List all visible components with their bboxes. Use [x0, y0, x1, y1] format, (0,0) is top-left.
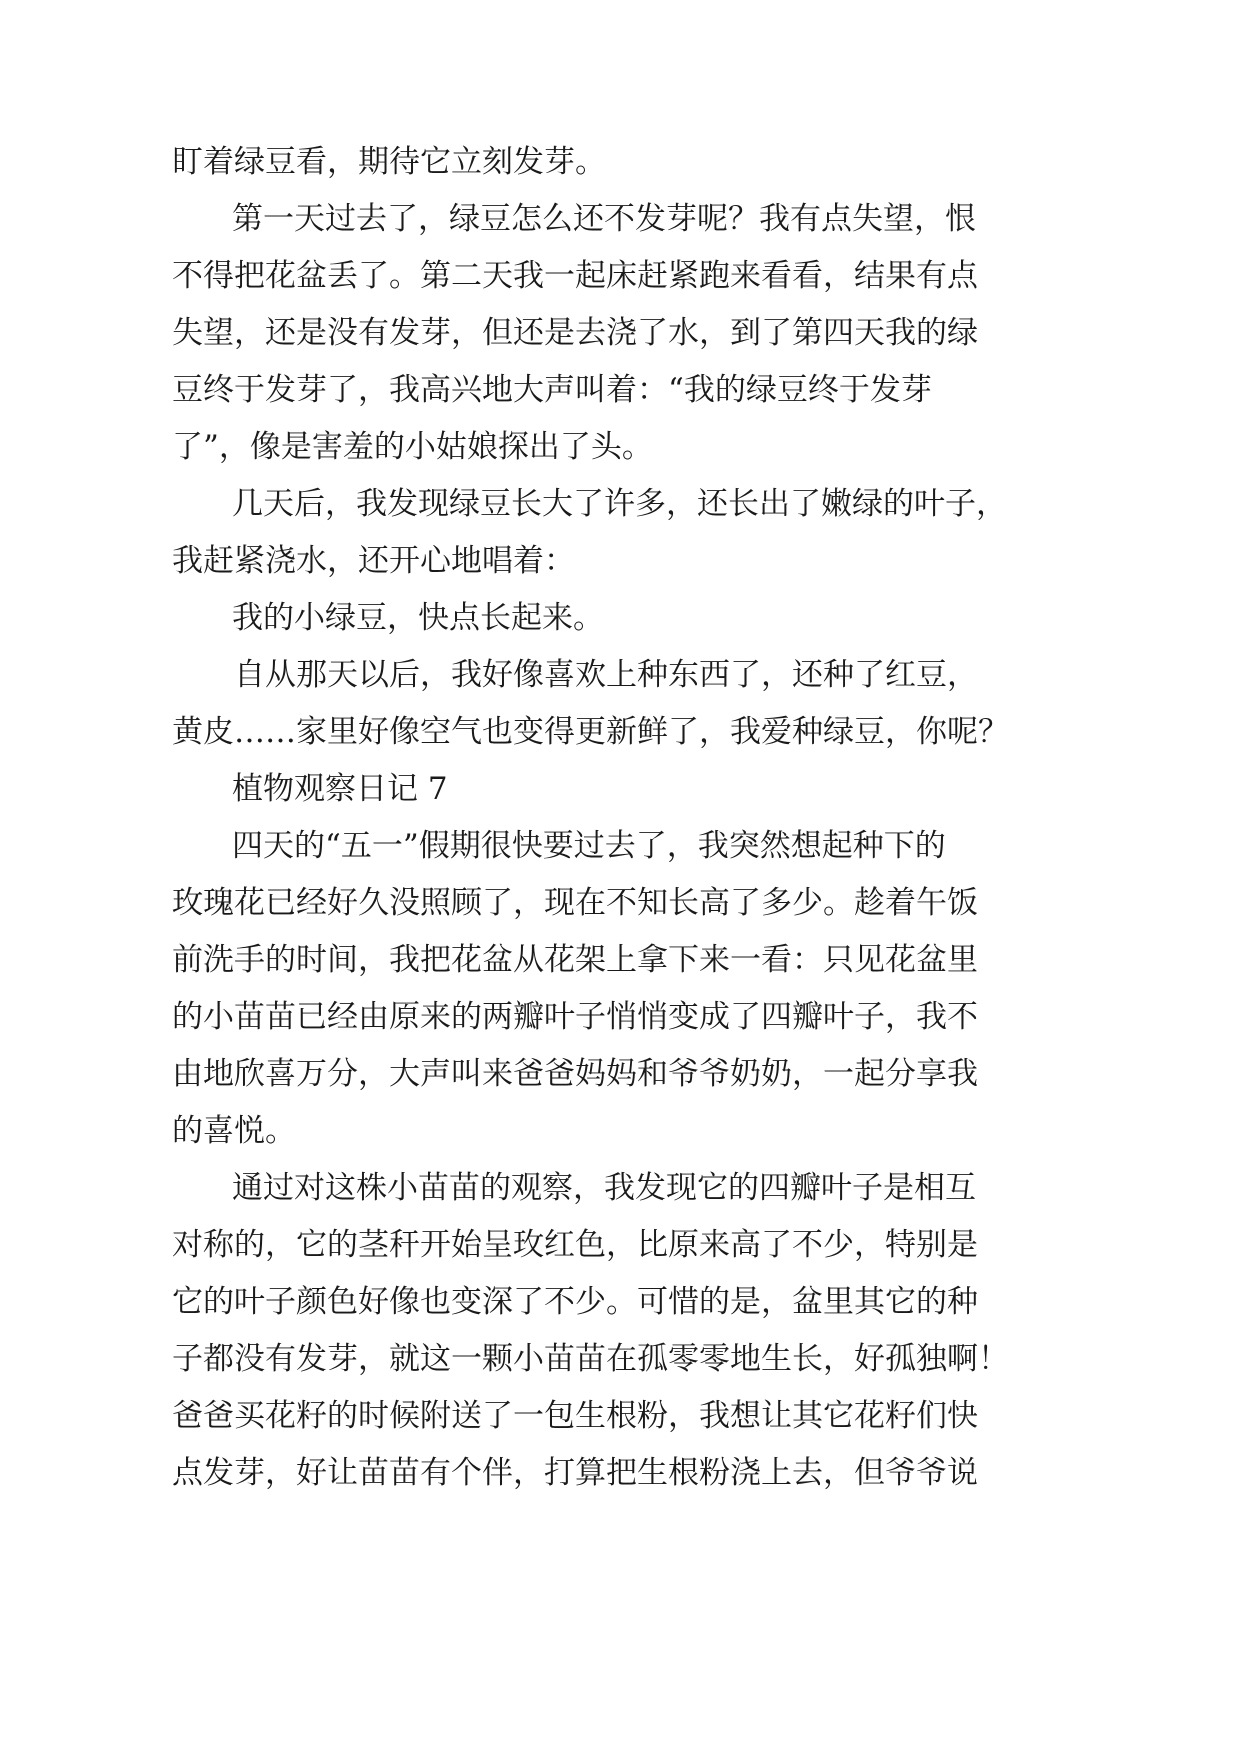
- section-heading: 植物观察日记 7: [232, 771, 448, 807]
- text-line-19: 通过对这株小苗苗的观察，我发现它的四瓣叶子是相互: [232, 1170, 976, 1206]
- text-line-21: 它的叶子颜色好像也变深了不少。可惜的是，盆里其它的种: [172, 1284, 978, 1320]
- text-line-2: 第一天过去了，绿豆怎么还不发芽呢？我有点失望，恨: [232, 201, 976, 237]
- text-line-7: 几天后，我发现绿豆长大了许多，还长出了嫩绿的叶子，: [232, 486, 1007, 522]
- text-line-5: 豆终于发芽了，我高兴地大声叫着：“我的绿豆终于发芽: [172, 372, 932, 408]
- text-line-6: 了”，像是害羞的小姑娘探出了头。: [172, 429, 653, 465]
- text-line-3: 不得把花盆丢了。第二天我一起床赶紧跑来看看，结果有点: [172, 258, 978, 294]
- text-line-14: 玫瑰花已经好久没照顾了，现在不知长高了多少。趁着午饭: [172, 885, 978, 921]
- text-line-17: 由地欣喜万分，大声叫来爸爸妈妈和爷爷奶奶，一起分享我: [172, 1056, 978, 1092]
- text-line-22: 子都没有发芽，就这一颗小苗苗在孤零零地生长，好孤独啊！: [172, 1341, 1009, 1377]
- text-line-24: 点发芽，好让苗苗有个伴，打算把生根粉浇上去，但爷爷说: [172, 1455, 978, 1491]
- text-line-13: 四天的“五一”假期很快要过去了，我突然想起种下的: [232, 828, 946, 864]
- text-line-1: 盯着绿豆看，期待它立刻发芽。: [172, 144, 606, 180]
- text-line-10: 自从那天以后，我好像喜欢上种东西了，还种了红豆，: [234, 657, 978, 693]
- text-line-8: 我赶紧浇水，还开心地唱着：: [172, 543, 575, 579]
- text-line-18: 的喜悦。: [172, 1113, 296, 1149]
- text-line-16: 的小苗苗已经由原来的两瓣叶子悄悄变成了四瓣叶子，我不: [172, 999, 978, 1035]
- text-line-23: 爸爸买花籽的时候附送了一包生根粉，我想让其它花籽们快: [172, 1398, 978, 1434]
- text-line-4: 失望，还是没有发芽，但还是去浇了水，到了第四天我的绿: [172, 315, 978, 351]
- text-line-15: 前洗手的时间，我把花盆从花架上拿下来一看：只见花盆里: [172, 942, 978, 978]
- text-line-11: 黄皮……家里好像空气也变得更新鲜了，我爱种绿豆，你呢？: [172, 714, 1009, 750]
- text-line-9: 我的小绿豆，快点长起来。: [232, 600, 604, 636]
- text-line-20: 对称的，它的茎秆开始呈玫红色，比原来高了不少，特别是: [172, 1227, 978, 1263]
